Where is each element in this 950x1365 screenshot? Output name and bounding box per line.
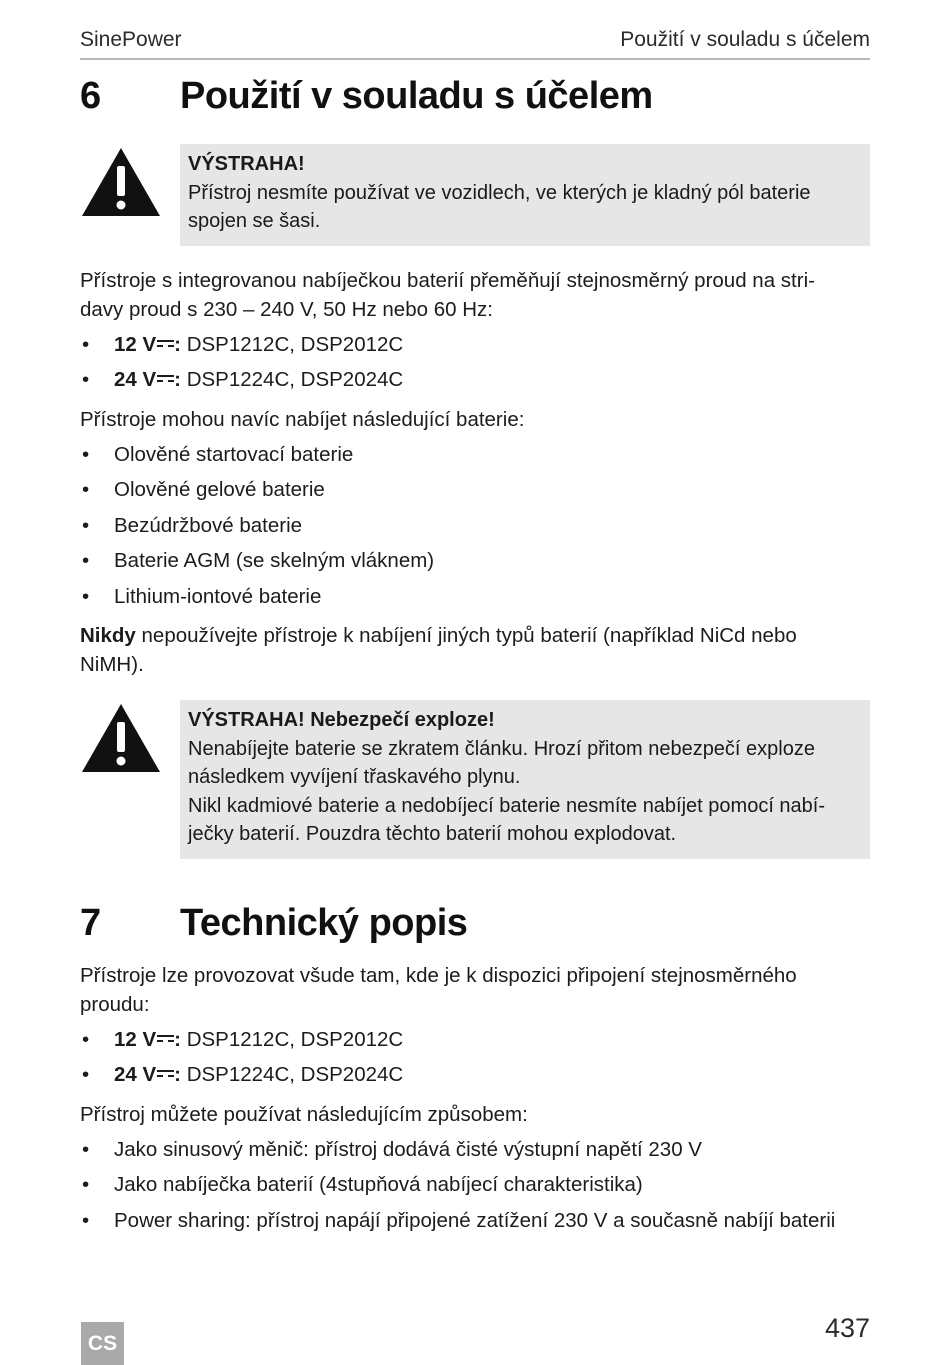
model-list: DSP1212C, DSP2012C xyxy=(186,332,404,356)
warning-triangle-icon xyxy=(80,702,162,774)
language-badge: CS xyxy=(81,1322,124,1365)
warning-text-line: Přístroj nesmíte používat ve vozidlech, ve kterých je kladný pól baterie xyxy=(188,181,811,204)
list-item: • Jako sinusový měnič: přístroj dodává čisté výstupní napětí 230 V xyxy=(80,1135,870,1171)
list-item xyxy=(80,365,870,401)
voltage-separator: : xyxy=(174,368,181,391)
dc-voltage-symbol-icon xyxy=(157,1034,174,1044)
voltage-label: 24 V xyxy=(114,1063,157,1086)
warning-box xyxy=(180,144,870,246)
running-header xyxy=(80,28,870,60)
warning-box xyxy=(180,700,870,859)
section-6-number: 6 xyxy=(80,75,101,117)
intro-line: Přístroje s integrovanou nabíječkou baterií přeměňují stejnosměrný proud na stri- xyxy=(80,268,815,292)
voltage-list xyxy=(80,330,870,401)
list-item xyxy=(80,1025,870,1061)
voltage-separator: : xyxy=(174,332,181,356)
list-item: • Bezúdržbové baterie xyxy=(80,511,870,547)
warning-title: VÝSTRAHA! Nebezpečí exploze! xyxy=(188,709,495,731)
list-item: • Lithium-iontové baterie xyxy=(80,582,870,618)
model-list: DSP1224C, DSP2024C xyxy=(186,1063,404,1086)
list-item: • Baterie AGM (se skelným vláknem) xyxy=(80,546,870,582)
never-text-line: NiMH). xyxy=(80,653,144,676)
model-list: DSP1224C, DSP2024C xyxy=(186,368,404,391)
voltage-label: 24 V xyxy=(114,368,157,391)
warning-block-explosion xyxy=(80,700,870,859)
section-6-title: Použití v souladu s účelem xyxy=(180,75,653,117)
section-7-title: Technický popis xyxy=(180,901,468,944)
never-emphasis: Nikdy xyxy=(80,624,136,647)
warning-text-line: Nenabíjejte baterie se zkratem článku. Hrozí přitom nebezpečí exploze xyxy=(188,737,815,760)
list-item: • Power sharing: přístroj napájí připojené zatížení 230 V a současně nabíjí baterii xyxy=(80,1206,870,1242)
voltage-label: 12 V xyxy=(114,1027,157,1051)
section-7-heading xyxy=(80,899,870,947)
list-item: • Jako nabíječka baterií (4stupňová nabíjecí charakteristika) xyxy=(80,1170,870,1206)
usage-list xyxy=(80,1135,870,1242)
list-item xyxy=(80,1060,870,1096)
warning-text-line: následkem vyvíjení třaskavého plynu. xyxy=(188,766,521,788)
dc-voltage-symbol-icon xyxy=(157,1069,174,1079)
never-paragraph xyxy=(80,621,870,679)
dc-voltage-symbol-icon xyxy=(157,374,174,384)
warning-text-line: Nikl kadmiové baterie a nedobíjecí baterie nesmíte nabíjet pomocí nabí- xyxy=(188,794,826,817)
voltage-list xyxy=(80,1025,870,1096)
section-6-heading xyxy=(80,72,870,120)
warning-text-line: spojen se šasi. xyxy=(188,210,321,232)
usage-intro: Přístroj můžete používat následujícím způsobem: xyxy=(80,1102,528,1126)
header-product-name: SinePower xyxy=(80,28,182,51)
dc-voltage-symbol-icon xyxy=(157,339,174,349)
section-7-intro xyxy=(80,961,870,1019)
charge-intro: Přístroje mohou navíc nabíjet následující baterie: xyxy=(80,407,525,431)
voltage-separator: : xyxy=(174,1063,181,1086)
section-7-number: 7 xyxy=(80,901,101,944)
warning-text-line: ječky baterií. Pouzdra těchto baterií mohou explodovat. xyxy=(188,823,677,845)
list-item: • Olověné gelové baterie xyxy=(80,475,870,511)
header-section-title: Použití v souladu s účelem xyxy=(620,28,870,51)
page-number: 437 xyxy=(824,1313,870,1343)
battery-type-list xyxy=(80,440,870,618)
list-item: • Olověné startovací baterie xyxy=(80,440,870,476)
warning-block-chassis xyxy=(80,144,870,246)
list-item xyxy=(80,330,870,366)
intro-line: Přístroje lze provozovat všude tam, kde je k dispozici připojení stejnosměrného xyxy=(80,963,797,987)
never-text-line: nepoužívejte přístroje k nabíjení jiných typů baterií (například NiCd nebo xyxy=(135,624,797,647)
document-page xyxy=(80,28,870,1241)
section-6-intro xyxy=(80,266,870,324)
warning-title: VÝSTRAHA! xyxy=(188,153,305,175)
intro-line: davy proud s 230 – 240 V, 50 Hz nebo 60 Hz: xyxy=(80,297,493,321)
voltage-separator: : xyxy=(174,1027,181,1051)
voltage-label: 12 V xyxy=(114,332,157,356)
intro-line: proudu: xyxy=(80,992,150,1016)
warning-triangle-icon xyxy=(80,146,162,218)
model-list: DSP1212C, DSP2012C xyxy=(186,1027,404,1051)
